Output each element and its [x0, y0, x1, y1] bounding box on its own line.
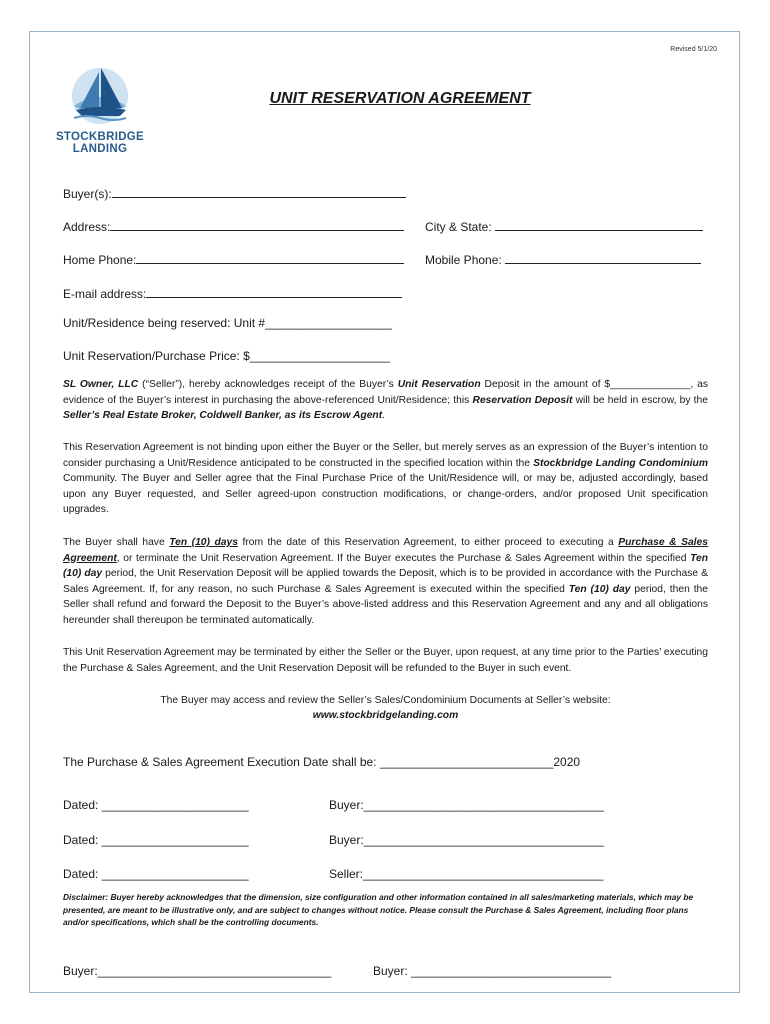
disclaimer-text: Disclaimer: Buyer hereby acknowledges that the dimension, size configuration and other information contained in all sales/marketing materials, which may be presented, are meant to be illustrative only, and are subject to changes without notice. Please consult the Purchase & Sales Agreement, including floor plans and/or specifications, which shall be the controlling documents.	[63, 892, 694, 927]
buyers-field[interactable]	[63, 185, 406, 201]
seller-name: SL Owner, LLC	[63, 379, 139, 390]
p1-text-h: .	[382, 410, 386, 422]
p1-text-f: will be held in escrow, by the	[572, 394, 708, 406]
website-link[interactable]: www.stockbridgelanding.com	[312, 710, 459, 721]
p2-text-b: Stockbridge Landing Condominium	[533, 457, 708, 469]
p3-text-h: Ten (10) day	[568, 583, 631, 595]
home-phone-label: Home Phone:	[63, 253, 137, 267]
execution-date-field[interactable]: The Purchase & Sales Agreement Execution Date shall be: __________________________2020	[63, 755, 581, 769]
city-state-field[interactable]	[425, 218, 703, 234]
unit-field[interactable]: Unit/Residence being reserved: Unit #___________________	[63, 316, 392, 330]
p1-text-b: (“Seller”), hereby acknowledges receipt of the Buyer’s	[138, 379, 398, 390]
p3-text-b: Ten (10) days	[169, 537, 238, 548]
logo-line-2: LANDING	[72, 143, 128, 155]
dated-field-2[interactable]: Dated: ______________________	[63, 833, 249, 847]
p3-text-d: Purchase & Sales Agreement	[63, 537, 708, 564]
p3-text-g: period, the Unit Reservation Deposit will be applied towards the Deposit, which is to be provided in accordance with the Purchase & Sales Agreement. If, for any reason, no such Purchase & Sales Agreement is executed within the specified	[63, 568, 708, 595]
address-label: Address:	[63, 220, 111, 234]
p1-text-c: Unit Reservation	[397, 379, 481, 390]
price-field[interactable]: Unit Reservation/Purchase Price: $_____________________	[63, 349, 390, 363]
logo-line-1: STOCKBRIDGE	[55, 131, 145, 143]
mobile-phone-line[interactable]	[505, 251, 701, 264]
deposit-paragraph	[63, 377, 708, 424]
buyers-line[interactable]	[112, 185, 406, 198]
dated-field-1[interactable]: Dated: ______________________	[63, 798, 249, 812]
p1-text-g: Seller’s Real Estate Broker, Coldwell Banker, as its Escrow Agent	[63, 410, 383, 422]
p3-text-i: period, then the Seller shall refund and forward the Deposit to the Buyer’s above-listed address and this Reservation Agreement and any and all obligations hereunder shall thereupon be terminated automatically.	[63, 583, 709, 626]
p2-text-a: This Reservation Agreement is not binding upon either the Buyer or the Seller, but merely serves as an expression of the Buyer’s intention to consider purchasing a Unit/Residence anticipated to be constructed in the specified location within the	[63, 442, 708, 469]
p2-text-c: Community. The Buyer and Seller agree that the Final Purchase Price of the Unit/Residence will, or may be, adjusted accordingly, based upon any Buyer requested, and Seller agreed-upon construction modifications, or change-orders, and/or proposed Unit specification upgrades.	[63, 473, 708, 516]
termination-paragraph: This Unit Reservation Agreement may be terminated by either the Seller or the Buyer, upon request, at any time prior to the Parties’ executing the Purchase & Sales Agreement, and the Unit Reservation Deposit will be refunded to the Buyer in such event.	[63, 647, 708, 674]
home-phone-line[interactable]	[136, 251, 404, 264]
buyers-label: Buyer(s):	[63, 187, 112, 201]
p1-text-d: Deposit in the amount of $______________, as evidence of the Buyer’s interest in purchasing the above-referenced Unit/Residence; this	[63, 379, 708, 406]
non-binding-paragraph	[63, 440, 708, 518]
city-state-label: City & State:	[425, 220, 492, 234]
buyer-signature-1[interactable]: Buyer:____________________________________	[329, 798, 604, 812]
email-line[interactable]	[146, 285, 402, 298]
p3-text-a: The Buyer shall have	[63, 537, 170, 548]
email-field[interactable]	[63, 285, 402, 301]
mobile-phone-field[interactable]	[425, 251, 701, 267]
buyer-bottom-signature-2[interactable]: Buyer: ______________________________	[373, 964, 612, 978]
buyer-bottom-signature-1[interactable]: Buyer:___________________________________	[63, 964, 332, 978]
p3-text-f: Ten (10) day	[63, 552, 708, 580]
ten-days-paragraph	[63, 535, 708, 629]
p3-text-c: from the date of this Reservation Agreement, to either proceed to executing a	[237, 537, 619, 548]
seller-signature[interactable]: Seller:____________________________________	[329, 867, 604, 881]
address-line[interactable]	[110, 218, 404, 231]
address-field[interactable]	[63, 218, 404, 234]
buyer-signature-2[interactable]: Buyer:____________________________________	[329, 833, 604, 847]
website-intro: The Buyer may access and review the Seller’s Sales/Condominium Documents at Seller’s website:	[160, 695, 611, 706]
mobile-phone-label: Mobile Phone:	[425, 253, 502, 267]
email-label: E-mail address:	[63, 287, 147, 301]
dated-field-3[interactable]: Dated: ______________________	[63, 867, 249, 881]
city-state-line[interactable]	[495, 218, 703, 231]
page-title: UNIT RESERVATION AGREEMENT	[269, 90, 531, 107]
logo-wordmark	[52, 131, 148, 155]
revised-date: Revised 5/1/20	[670, 46, 717, 53]
p1-text-e: Reservation Deposit	[472, 394, 573, 406]
p3-text-e: , or terminate the Unit Reservation Agreement. If the Buyer executes the Purchase & Sales Agreement within the specified	[116, 552, 691, 564]
home-phone-field[interactable]	[63, 251, 404, 267]
